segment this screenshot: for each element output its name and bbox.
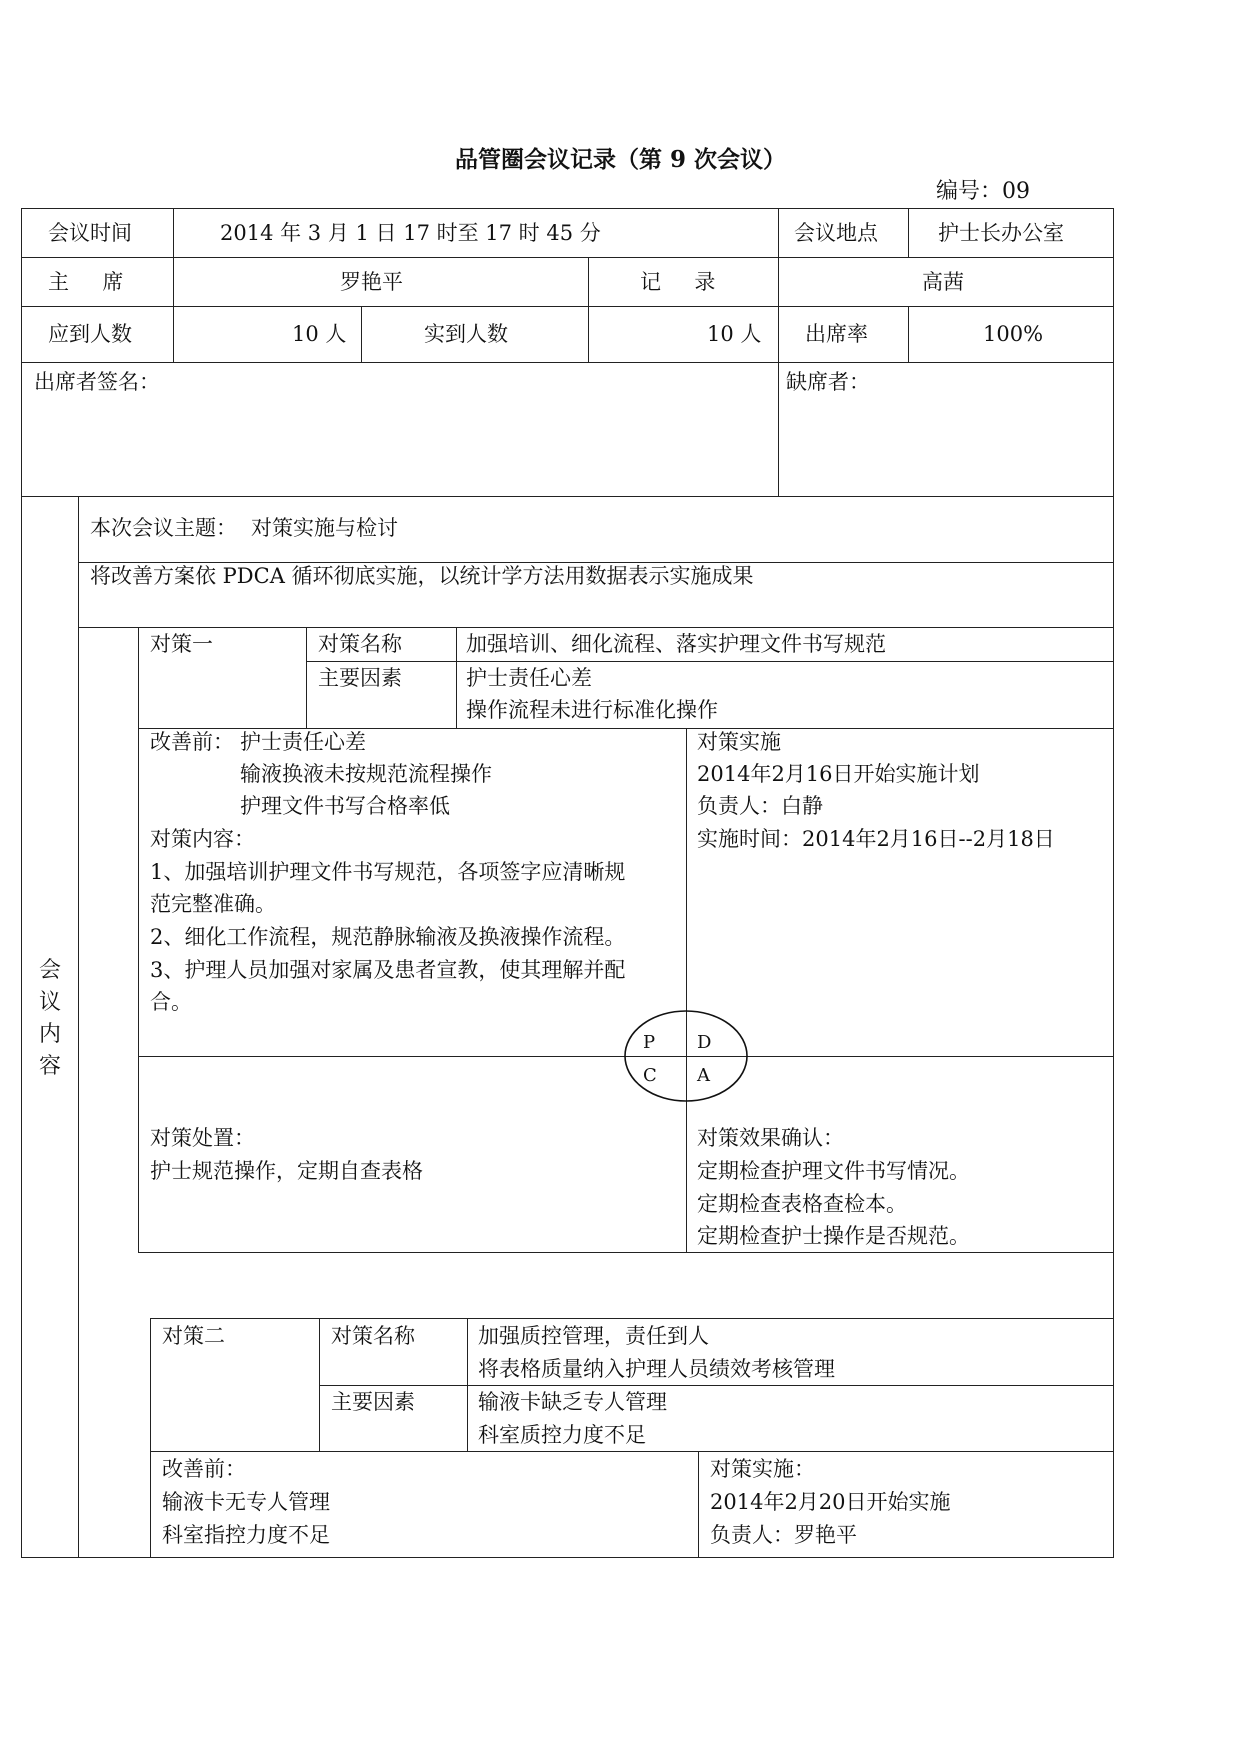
measure1-effect-line-2: 定期检查表格查检本。 xyxy=(697,1192,907,1216)
theme-label: 本次会议主题： xyxy=(90,516,237,540)
measure2-before-line-2: 科室指控力度不足 xyxy=(162,1523,330,1547)
measure1-before-line-3: 护理文件书写合格率低 xyxy=(240,794,450,818)
number-value: 09 xyxy=(1002,179,1031,204)
measure1-effect-line-3: 定期检查护士操作是否规范。 xyxy=(697,1224,970,1248)
attendance-rate-value: 100% xyxy=(983,322,1044,346)
recorder-label: 记 录 xyxy=(640,270,716,294)
pdca-a: A xyxy=(697,1065,710,1086)
theme-value: 对策实施与检讨 xyxy=(251,516,398,540)
measure1-factor-2: 操作流程未进行标准化操作 xyxy=(466,698,718,722)
absentee-label: 缺席者： xyxy=(786,370,870,394)
measure1-content-line-3: 2、细化工作流程，规范静脉输液及换液操作流程。 xyxy=(150,925,626,949)
recorder-value: 高茜 xyxy=(922,270,964,294)
pdca-c: C xyxy=(643,1065,657,1086)
pdca-d: D xyxy=(697,1032,712,1053)
measure1-before-line-2: 输液换液未按规范流程操作 xyxy=(240,762,492,786)
measure1-content-line-4: 3、护理人员加强对家属及患者宣教，使其理解并配 xyxy=(150,958,626,982)
measure1-handle-value: 护士规范操作，定期自查表格 xyxy=(150,1159,423,1183)
measure2-name-label: 对策名称 xyxy=(331,1324,415,1348)
measure1-label: 对策一 xyxy=(150,632,213,656)
measure1-impl-line-1: 2014年2月16日开始实施计划 xyxy=(697,762,980,786)
measure1-before-line-1: 护士责任心差 xyxy=(240,730,366,754)
attendance-rate-label: 出席率 xyxy=(805,322,868,346)
chair-label: 主 席 xyxy=(48,270,124,294)
measure1-effect-line-1: 定期检查护理文件书写情况。 xyxy=(697,1159,970,1183)
document-title: 品管圈会议记录（第 9 次会议） xyxy=(454,146,787,173)
actual-attendance-value: 10 人 xyxy=(707,322,762,346)
measure1-factor-1: 护士责任心差 xyxy=(466,666,592,690)
measure1-impl-line-3: 实施时间：2014年2月16日--2月18日 xyxy=(697,827,1055,851)
measure1-handle-label: 对策处置： xyxy=(150,1126,255,1150)
meeting-content-side-label: 会议内容 xyxy=(38,958,61,1079)
meeting-intro: 将改善方案依 PDCA 循环彻底实施，以统计学方法用数据表示实施成果 xyxy=(90,564,754,588)
measure1-name-value: 加强培训、细化流程、落实护理文件书写规范 xyxy=(466,632,886,656)
meeting-time-label: 会议时间 xyxy=(48,221,132,245)
measure1-name-label: 对策名称 xyxy=(318,632,402,656)
number-label: 编号： xyxy=(936,179,1003,204)
measure2-before-line-1: 输液卡无专人管理 xyxy=(162,1490,330,1514)
measure2-label: 对策二 xyxy=(162,1324,225,1348)
meeting-place-label: 会议地点 xyxy=(794,221,878,245)
measure1-effect-label: 对策效果确认： xyxy=(697,1126,844,1150)
measure2-name-line-1: 加强质控管理，责任到人 xyxy=(478,1324,709,1348)
measure1-factor-label: 主要因素 xyxy=(318,666,402,690)
measure2-impl-line-2: 负责人：罗艳平 xyxy=(710,1523,857,1547)
measure1-content-line-1: 1、加强培训护理文件书写规范，各项签字应清晰规 xyxy=(150,860,626,884)
measure2-impl-label: 对策实施： xyxy=(710,1457,815,1481)
measure2-factor-1: 输液卡缺乏专人管理 xyxy=(478,1390,667,1414)
measure1-content-label: 对策内容： xyxy=(150,827,255,851)
meeting-place-value: 护士长办公室 xyxy=(938,221,1064,245)
expected-attendance-label: 应到人数 xyxy=(48,322,132,346)
measure1-content-line-2: 范完整准确。 xyxy=(150,892,276,916)
measure1-content-line-5: 合。 xyxy=(150,990,192,1014)
measure2-before-label: 改善前： xyxy=(162,1457,246,1481)
expected-attendance-value: 10 人 xyxy=(292,322,347,346)
attendee-signature-label: 出席者签名： xyxy=(34,370,160,394)
measure2-name-line-2: 将表格质量纳入护理人员绩效考核管理 xyxy=(478,1357,835,1381)
pdca-p: P xyxy=(643,1032,656,1053)
measure1-impl-label: 对策实施 xyxy=(697,730,781,754)
measure1-before-label: 改善前： xyxy=(150,730,234,754)
chair-value: 罗艳平 xyxy=(340,270,403,294)
measure1-impl-line-2: 负责人：白静 xyxy=(697,794,823,818)
measure2-factor-2: 科室质控力度不足 xyxy=(478,1423,646,1447)
pdca-circle xyxy=(625,1011,747,1101)
actual-attendance-label: 实到人数 xyxy=(424,322,508,346)
measure2-impl-line-1: 2014年2月20日开始实施 xyxy=(710,1490,951,1514)
meeting-time-value: 2014 年 3 月 1 日 17 时至 17 时 45 分 xyxy=(220,221,601,245)
measure2-factor-label: 主要因素 xyxy=(331,1390,415,1414)
